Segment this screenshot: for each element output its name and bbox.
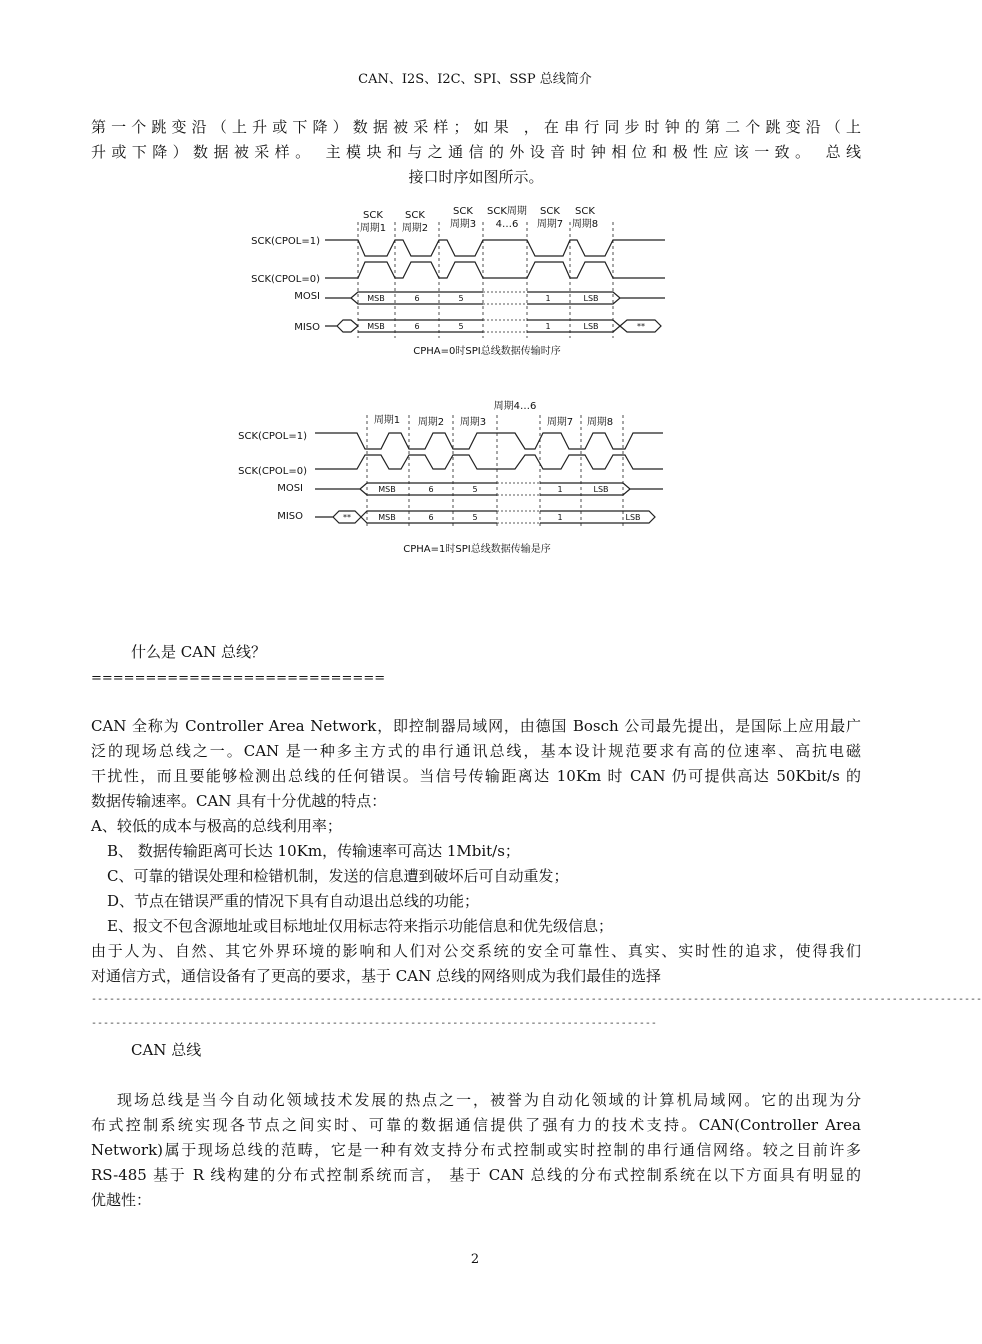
mosi-bit: 6 — [414, 294, 420, 303]
period-label-top: SCK周期 — [487, 206, 527, 217]
para1-line: 干扰性，而且要能够检测出总线的任何错误。当信号传输距离达 10Km 时 CAN 仍可提供高达 50Kbit/s 的 — [91, 767, 861, 785]
feature-item: A、较低的成本与极高的总线利用率； — [91, 817, 342, 835]
miso-bit: ** — [343, 513, 351, 522]
feature-item: E、报文不包含源地址或目标地址仅用标志符来指示功能信息和优先级信息； — [107, 917, 613, 935]
signal-label: MOSI — [277, 483, 303, 494]
para2-line: 对通信方式，通信设备有了更高的要求，基于 CAN 总线的网络则成为我们最佳的选择 — [91, 967, 661, 985]
signal-label: MISO — [277, 511, 303, 522]
para2-line: 由于人为、自然、其它外界环境的影响和人们对公交系统的安全可靠性、真实、实时性的追求，使得我们 — [91, 942, 861, 960]
period-label: 周期3 — [449, 219, 477, 230]
miso-bit: 5 — [472, 513, 478, 522]
period-label-top: SCK — [363, 210, 383, 221]
signal-label: SCK(CPOL=1) — [238, 431, 307, 442]
para3-line: Network)属于现场总线的范畴，它是一种有效支持分布式控制或实时控制的串行通信网络。较之目前许多 — [91, 1141, 861, 1159]
signal-label: MISO — [294, 322, 320, 333]
period-label-top: SCK — [453, 206, 473, 217]
period-label: 周期2 — [417, 417, 445, 428]
mosi-bit: MSB — [378, 485, 396, 494]
mosi-bit: 6 — [428, 485, 434, 494]
period-label-top: SCK — [575, 206, 595, 217]
miso-line — [325, 320, 358, 332]
mosi-bit: LSB — [593, 485, 609, 494]
dashed-divider: ---------------------------------------------------------------------------------------------------------------------------------------------------- — [91, 994, 982, 1005]
mosi-line — [527, 298, 620, 304]
para1-line: CAN 全称为 Controller Area Network，即控制器局域网，由德国 Bosch 公司最先提出，是国际上应用最广 — [91, 717, 861, 735]
period-label: 周期1 — [359, 223, 387, 234]
mosi-bit: 5 — [472, 485, 478, 494]
separator-line: =========================== — [91, 671, 386, 686]
spi-timing-diagram-cpha0 — [225, 198, 675, 363]
miso-bit: 1 — [545, 322, 551, 331]
period-label: 周期3 — [459, 417, 487, 428]
miso-line — [315, 511, 361, 523]
section-title: CAN 总线 — [131, 1041, 202, 1059]
mosi-bit: MSB — [367, 294, 385, 303]
signal-label: SCK(CPOL=1) — [251, 236, 320, 247]
intro-line-3: 接口时序如图所示。 — [408, 168, 544, 186]
miso-line — [527, 320, 620, 332]
period-label: 周期8 — [571, 219, 599, 230]
mosi-bit: 1 — [557, 485, 563, 494]
mosi-bit: 5 — [458, 294, 464, 303]
miso-bit: MSB — [367, 322, 385, 331]
feature-item: C、可靠的错误处理和检错机制，发送的信息遭到破坏后可自动重发； — [107, 867, 569, 885]
signal-label: MOSI — [294, 291, 320, 302]
para3-line: 布式控制系统实现各节点之间实时、可靠的数据通信提供了强有力的技术支持。CAN(Controller Area — [91, 1116, 861, 1134]
mosi-line — [315, 483, 497, 489]
period-label: 周期7 — [536, 219, 564, 230]
period-label: 周期2 — [401, 223, 429, 234]
diagram-caption: CPHA=1时SPI总线数据传输是序 — [403, 544, 551, 555]
section-question: 什么是 CAN 总线？ — [131, 643, 266, 661]
period-label: 4…6 — [495, 219, 519, 230]
sck-cpol0-waveform — [325, 262, 665, 278]
miso-bit: ** — [637, 322, 645, 331]
miso-bit: LSB — [625, 513, 641, 522]
miso-bit: 6 — [414, 322, 420, 331]
feature-item: B、 数据传输距离可长达 10Km，传输速率可高达 1Mbit/s； — [107, 842, 520, 860]
period-label: 周期8 — [586, 417, 614, 428]
intro-line-2: 升或下降）数据被采样。 主模块和与之通信的外设音时钟相位和极性应该一致。 总线 — [91, 143, 861, 161]
period-label: 周期1 — [373, 415, 401, 426]
page-number: 2 — [470, 1252, 480, 1267]
miso-bit: 1 — [557, 513, 563, 522]
sck-cpol1-waveform — [325, 240, 665, 256]
period-label-top: 周期4…6 — [493, 401, 537, 412]
period-label: 周期7 — [546, 417, 574, 428]
para3-line: 现场总线是当今自动化领域技术发展的热点之一，被誉为自动化领域的计算机局域网。它的出现为分 — [117, 1091, 861, 1109]
miso-bit: LSB — [583, 322, 599, 331]
period-label-top: SCK — [405, 210, 425, 221]
intro-line-1: 第一个跳变沿（上升或下降）数据被采样；如果 ，在串行同步时钟的第二个跳变沿（上 — [91, 118, 861, 136]
miso-bit: MSB — [378, 513, 396, 522]
para1-line: 泛的现场总线之一。CAN 是一种多主方式的串行通讯总线，基本设计规范要求有高的位速率、高抗电磁 — [91, 742, 861, 760]
para1-line: 数据传输速率。CAN 具有十分优越的特点： — [91, 792, 387, 810]
mosi-bit: LSB — [583, 294, 599, 303]
page-header: CAN、I2S、I2C、SPI、SSP 总线简介 — [358, 72, 592, 87]
signal-label: SCK(CPOL=0) — [251, 274, 320, 285]
para3-line: RS-485 基于 R 线构建的分布式控制系统而言， 基于 CAN 总线的分布式控制系统在以下方面具有明显的 — [91, 1166, 861, 1184]
signal-label: SCK(CPOL=0) — [238, 466, 307, 477]
miso-bit: 5 — [458, 322, 464, 331]
diagram-caption: CPHA=0时SPI总线数据传输时序 — [413, 346, 561, 357]
mosi-bit: 1 — [545, 294, 551, 303]
para3-line: 优越性： — [91, 1191, 152, 1209]
dashed-divider: ---------------------------------------------------------------------------------------------- — [91, 1018, 657, 1029]
feature-item: D、节点在错误严重的情况下具有自动退出总线的功能； — [107, 892, 480, 910]
spi-timing-diagram-cpha1 — [215, 395, 675, 560]
mosi-line — [540, 489, 630, 495]
period-label-top: SCK — [540, 206, 560, 217]
miso-bit: 6 — [428, 513, 434, 522]
